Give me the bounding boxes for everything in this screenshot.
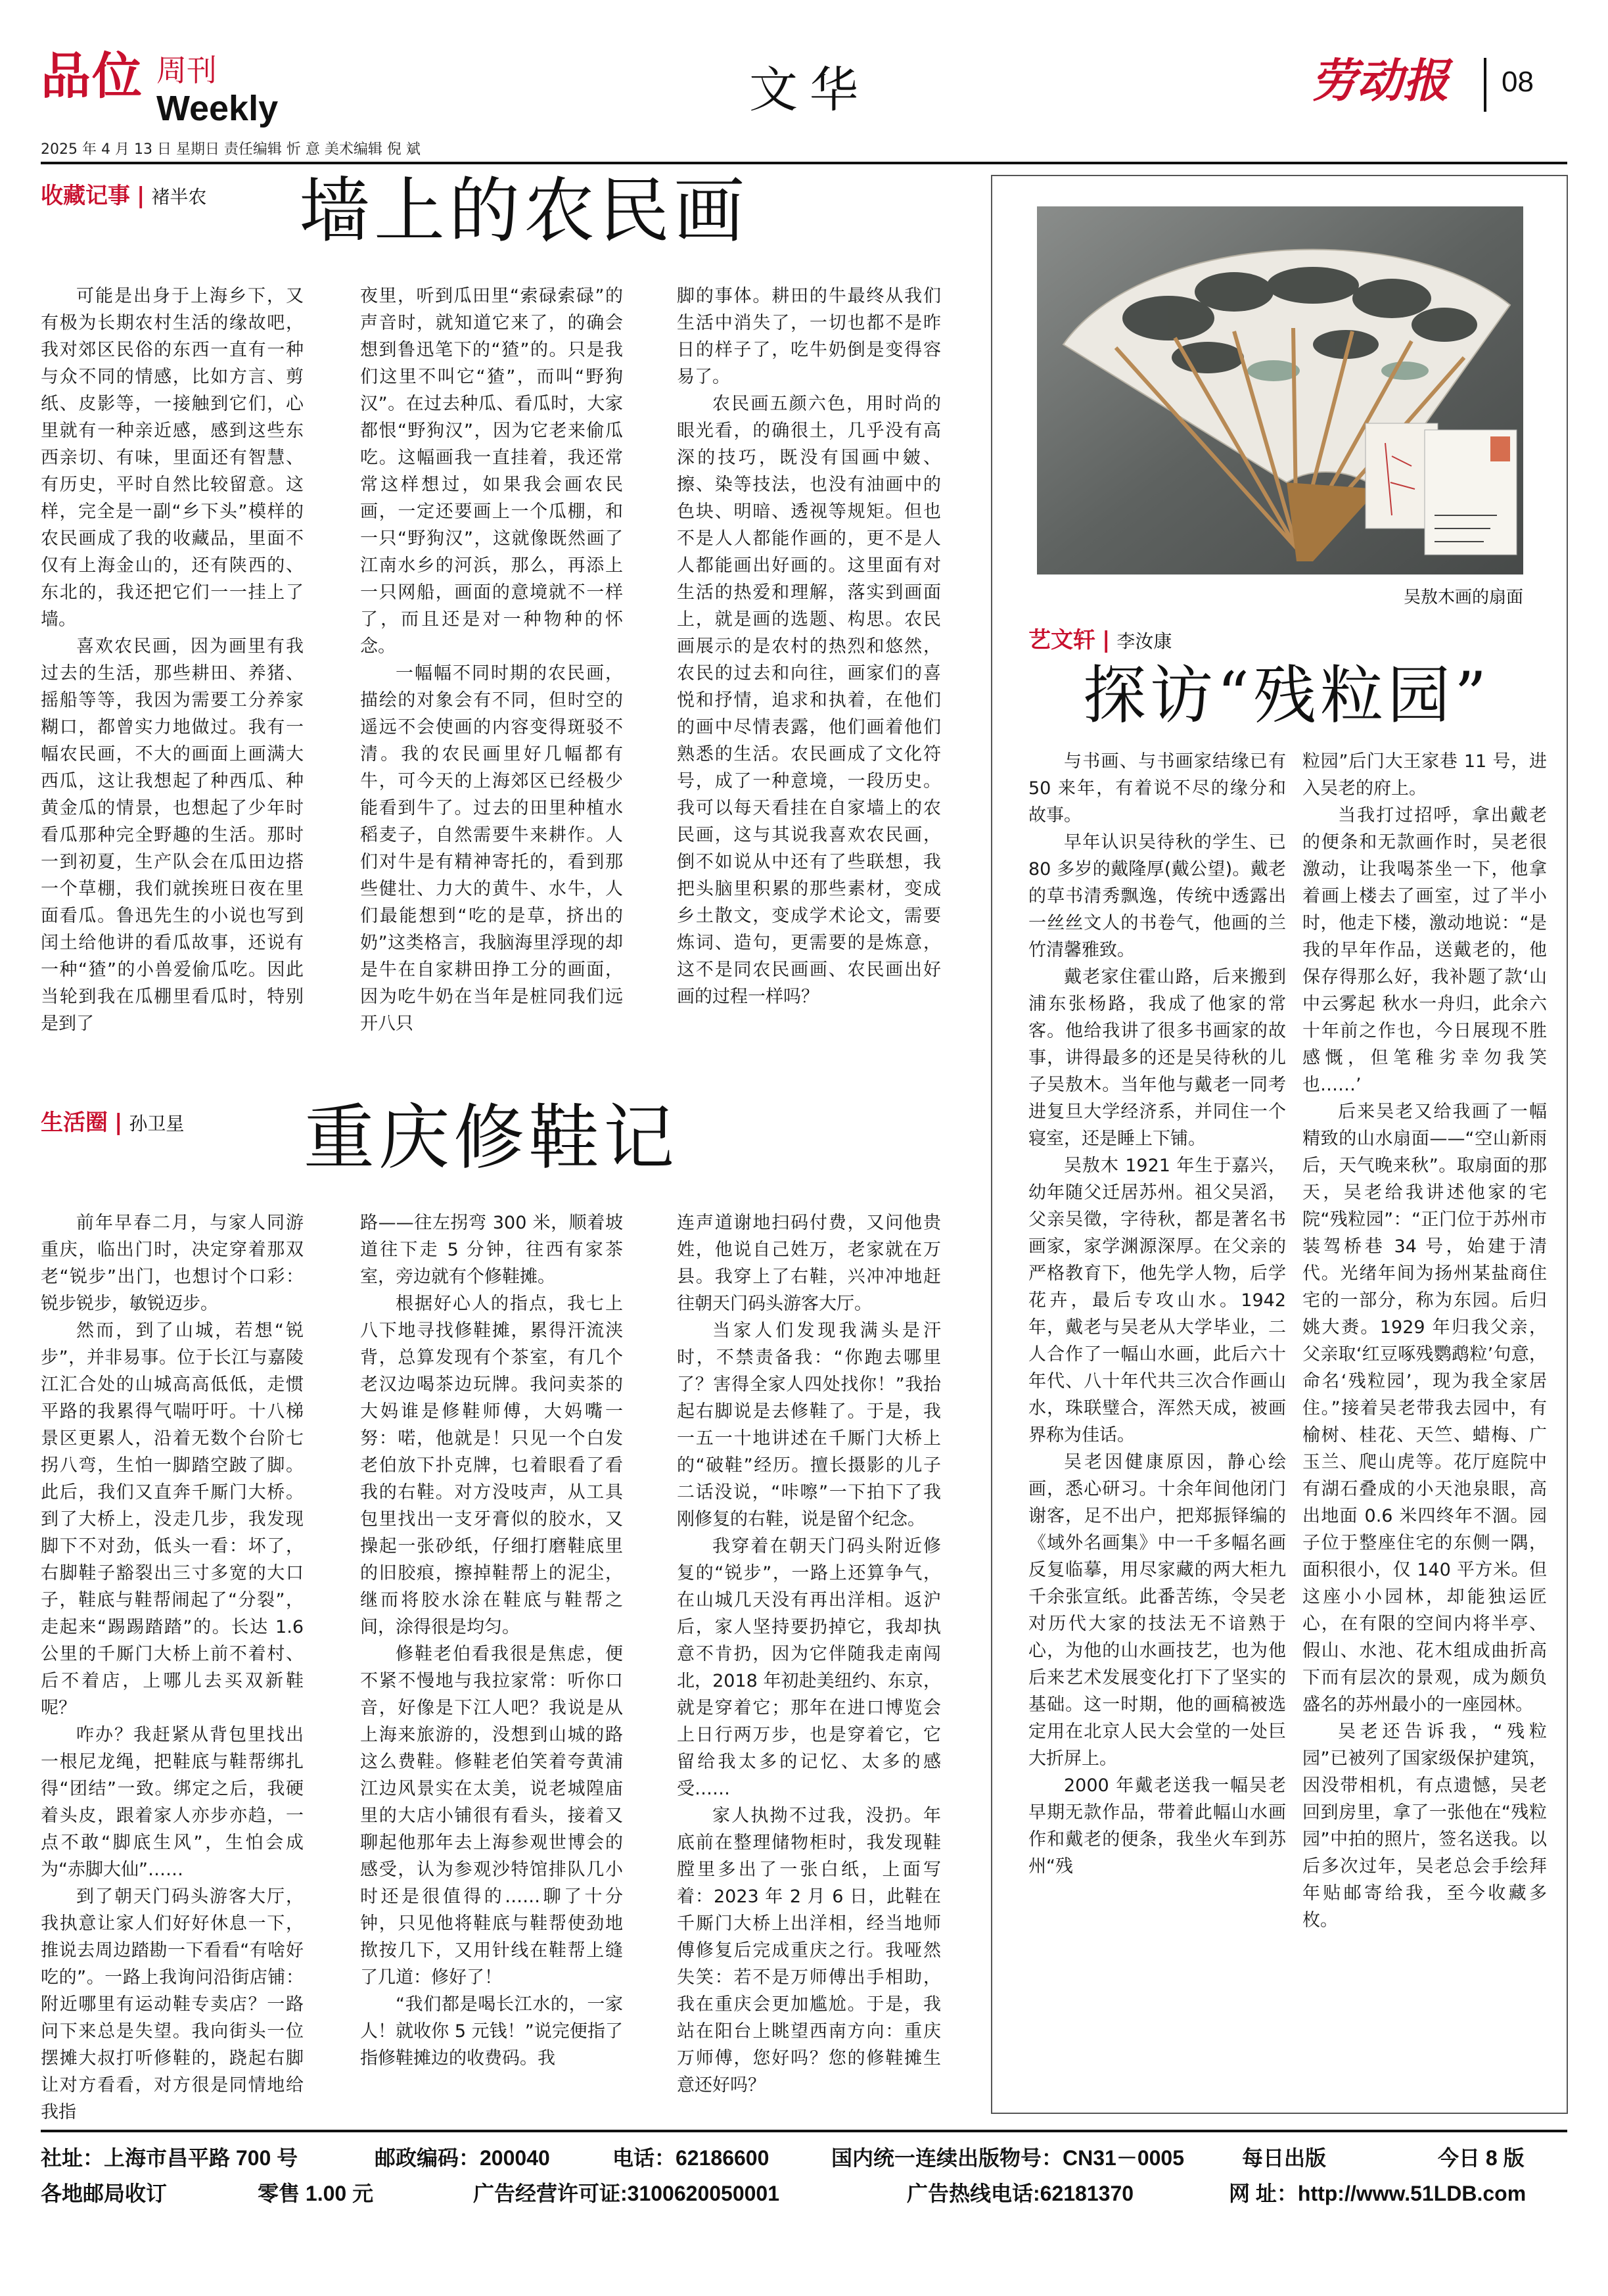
page-number-divider bbox=[1484, 58, 1486, 112]
article3-headline: 探访“残粒园” bbox=[1083, 659, 1491, 732]
paragraph: 路——往左拐弯 300 米，顺着坡道往下走 5 分钟，往西有家茶室，旁边就有个修鞋摊。 bbox=[360, 1213, 623, 1287]
folding-fan-illustration bbox=[1037, 206, 1523, 574]
paragraph: 戴老家住霍山路，后来搬到浦东张杨路，我成了他家的常客。他给我讲了很多书画家的故事，讲得最多的还是吴待秋的儿子吴敖木。当年他与戴老一同考进复旦大学经济系，并同住一个寝室，还是睡上下铺。 bbox=[1028, 967, 1286, 1149]
article1-column-tag bbox=[41, 177, 206, 210]
footer-pages: 今日 8 版 bbox=[1438, 2146, 1525, 2170]
brand-weekly: Weekly bbox=[156, 89, 279, 128]
column-divider: | bbox=[1102, 627, 1111, 653]
paragraph: 喜欢农民画，因为画里有我过去的生活，那些耕田、养猪、摇船等等，我因为需要工分养家糊口，都曾实力地做过。我有一幅农民画，不大的画面上画满大西瓜，这让我想起了种西瓜、种黄金瓜的情景，也想起了少年时看瓜那种完全野趣的生活。那时一到初夏，生产队会在瓜田边搭一个草棚，我们就挨班日夜在里面看瓜。鲁迅先生的小说也写到闰土给他讲的看瓜故事，还说有一种“猹”的小兽爱偷瓜吃。因此当轮到我在瓜棚里看瓜时，特别是到了 bbox=[41, 636, 304, 1034]
section-title: 文华 bbox=[749, 62, 870, 118]
page-number: 08 bbox=[1502, 66, 1534, 98]
paragraph: 根据好心人的指点，我七上八下地寻找修鞋摊，累得汗流浃背，总算发现有个茶室，有几个老汉边喝茶边玩牌。我问卖茶的大妈谁是修鞋师傅，大妈嘴一努：喏，他就是！只见一个白发老伯放下扑克牌，乜着眼看了看我的右鞋。对方没吱声，从工具包里找出一支牙膏似的胶水，又操起一张砂纸，仔细打磨鞋底里的旧胶痕，擦掉鞋帮上的泥尘，继而将胶水涂在鞋底与鞋帮之间，涂得很是均匀。 bbox=[360, 1294, 623, 1637]
footer-issn: 国内统一连续出版物号：CN31－0005 bbox=[831, 2146, 1185, 2170]
paragraph: 前年早春二月，与家人同游重庆，临出门时，决定穿着那双老“锐步”出门，也想讨个口彩：锐步锐步，敏锐迈步。 bbox=[41, 1213, 304, 1314]
article2-headline: 重庆修鞋记 bbox=[304, 1097, 679, 1179]
paragraph: 早年认识吴待秋的学生、已 80 多岁的戴隆厚(戴公望)。戴老的草书清秀飘逸，传统中透露出一丝丝文人的书卷气，他画的兰竹清馨雅致。 bbox=[1028, 832, 1286, 960]
paragraph: 到了朝天门码头游客大厅，我执意让家人们好好休息一下，推说去周边踏勘一下看看“有啥好吃的”。一路上我询问沿街店铺：附近哪里有运动鞋专卖店？一路问下来总是失望。我向街头一位摆摊大叔打听修鞋的，跷起右脚让对方看看，对方很是同情地给我指 bbox=[41, 1886, 304, 2122]
article2-column-tag bbox=[41, 1104, 184, 1136]
author-name: 李汝康 bbox=[1116, 630, 1172, 652]
footer-phone: 电话：62186600 bbox=[612, 2146, 770, 2170]
paragraph: 2000 年戴老送我一幅吴老早期无款作品，带着此幅山水画作和戴老的便条，我坐火车到苏州“残 bbox=[1028, 1775, 1286, 1877]
footer-price: 零售 1.00 元 bbox=[258, 2182, 374, 2205]
paragraph: 当我打过招呼，拿出戴老的便条和无款画作时，吴老很激动，让我喝茶坐一下，他拿着画上楼去了画室，过了半小时，他走下楼，激动地说：“是我的早年作品，送戴老的，他保存得那么好，我补题了款‘山中云雾起 秋水一舟归，此余六十年前之作也，今日展现不胜感慨，但笔稚劣幸勿我笑也……’ bbox=[1302, 805, 1547, 1095]
column-name: 生活圈 bbox=[41, 1110, 108, 1136]
column-name: 艺文轩 bbox=[1028, 627, 1095, 653]
article2-column-1 bbox=[41, 1209, 304, 2126]
paragraph: 可能是出身于上海乡下，又有极为长期农村生活的缘故吧，我对郊区民俗的东西一直有一种与众不同的情感，比如方言、剪纸、皮影等，一接触到它们，心里就有一种亲近感，感到这些东西亲切、有味，里面还有智慧、有历史，平时自然比较留意。这样，完全是一副“乡下头”模样的农民画成了我的收藏品，里面不仅有上海金山的，还有陕西的、东北的，我还把它们一一挂上了墙。 bbox=[41, 286, 304, 630]
article1-headline: 墙上的农民画 bbox=[299, 170, 749, 252]
photo-caption: 吴敖木画的扇面 bbox=[1403, 588, 1523, 607]
paragraph: 后来吴老又给我画了一幅精致的山水扇面——“空山新雨后，天气晚来秋”。取扇面的那天，吴老给我讲述他家的宅院“残粒园”：“正门位于苏州市装驾桥巷 34 号，始建于清代。光绪年间为扬州某盐商住宅的一部分，称为东园。后归姚大赉。1929 年归我父亲，父亲取‘红豆啄残鹦鹉粒’句意，命名‘残粒园’，现为我全家居住。”接着吴老带我去园中，有榆树、桂花、天竺、蜡梅、广玉兰、爬山虎等。花厅庭院中有湖石叠成的小天池泉眼，高出地面 0.6 米四终年不涸。园子位于整座住宅的东侧一隅，面积很小，仅 140 平方米。但这座小小园林，却能独运匠心，在有限的空间内将半亭、假山、水池、花木组成曲折高下而有层次的景观，成为颇负盛名的苏州最小的一座园林。 bbox=[1302, 1102, 1547, 1715]
paragraph: 家人执拗不过我，没扔。年底前在整理储物柜时，我发现鞋膛里多出了一张白纸，上面写着：2023 年 2 月 6 日，此鞋在千厮门大桥上出洋相，经当地师傅修复后完成重庆之行。我哑然失笑：若不是万师傅出手相助，我在重庆会更加尴尬。于是，我站在阳台上眺望西南方向：重庆万师傅，您好吗？您的修鞋摊生意还好吗？ bbox=[677, 1806, 941, 2096]
footer-address: 社址：上海市昌平路 700 号 bbox=[41, 2146, 298, 2170]
author-name: 孙卫星 bbox=[129, 1113, 185, 1135]
paragraph: 一幅幅不同时期的农民画，描绘的对象会有不同，但时空的遥远不会使画的内容变得斑驳不清。我的农民画里好几幅都有牛，可今天的上海郊区已经极少能看到牛了。过去的田里种植水稻麦子，自然需要牛来耕作。人们对牛是有精神寄托的，看到那些健壮、力大的黄牛、水牛，人们最能想到“吃的是草，挤出的奶”这类格言，我脑海里浮现的却是牛在自家耕田挣工分的画面，因为吃牛奶在当年是桩同我们远开八只 bbox=[360, 663, 623, 1034]
article3-column-1 bbox=[1028, 748, 1286, 1880]
paragraph: 吴老还告诉我，“残粒园”已被列了国家级保护建筑，因没带相机，有点遗憾，吴老回到房里，拿了一张他在“残粒园”中拍的照片，签名送我。以后多次过年，吴老总会手绘拜年贴邮寄给我，至今收藏多枚。 bbox=[1302, 1722, 1547, 1931]
paragraph: 当家人们发现我满头是汗时，不禁责备我：“你跑去哪里了？害得全家人四处找你！”我抬起右脚说是去修鞋了。于是，我一五一十地讲述在千厮门大桥上的“破鞋”经历。擅长摄影的儿子二话没说，“咔嚓”一下拍下了我刚修复的右鞋，说是留个纪念。 bbox=[677, 1321, 941, 1530]
paragraph: 农民画五颜六色，用时尚的眼光看，的确很土，几乎没有高深的技巧，既没有国画中皴、擦、染等技法，也没有油画中的色块、明暗、透视等规矩。但也不是人人都能作画的，更不是人人都能画出好画的。这里面有对生活的热爱和理解，落实到画面上，就是画的选题、构思。农民画展示的是农村的热烈和悠然，农民的过去和向往，画家们的喜悦和抒情，追求和执着，在他们的画中尽情表露，他们画着他们熟悉的生活。农民画成了文化符号，成了一种意境，一段历史。我可以每天看挂在自家墙上的农民画，这与其说我喜欢农民画，倒不如说从中还有了些联想，我把头脑里积累的那些素材，变成乡土散文，变成学术论文，需要炼词、造句，更需要的是炼意，这不是同农民画画、农民画出好画的过程一样吗？ bbox=[677, 394, 941, 1007]
column-divider: | bbox=[137, 183, 145, 209]
footer-ad-license: 广告经营许可证:3100620050001 bbox=[473, 2182, 780, 2205]
article3-column-tag bbox=[1028, 622, 1172, 654]
article1-column-3 bbox=[677, 283, 941, 1010]
paragraph: “我们都是喝长江水的，一家人！就收你 5 元钱！”说完便指了指修鞋摊边的收费码。我 bbox=[360, 1994, 623, 2069]
paragraph: 与书画、与书画家结缘已有 50 来年，有着说不尽的缘分和故事。 bbox=[1028, 751, 1286, 826]
paragraph: 粒园”后门大王家巷 11 号，进入吴老的府上。 bbox=[1302, 751, 1547, 799]
footer-ad-hotline: 广告热线电话:62181370 bbox=[907, 2182, 1134, 2205]
column-name: 收藏记事 bbox=[41, 183, 130, 209]
footer-website[interactable]: 网 址：http://www.51LDB.com bbox=[1229, 2182, 1527, 2205]
article2-column-2 bbox=[360, 1209, 623, 2072]
paragraph: 修鞋老伯看我很是焦虑，便不紧不慢地与我拉家常：听你口音，好像是下江人吧？我说是从上海来旅游的，没想到山城的路这么费鞋。修鞋老伯笑着夸黄浦江边风景实在太美，说老城隍庙里的大店小铺很有看头，接着又聊起他那年去上海参观世博会的感受，认为参观沙特馆排队几小时还是很值得的……聊了十分钟，只见他将鞋底与鞋帮使劲地揿按几下，又用针线在鞋帮上缝了几道：修好了！ bbox=[360, 1644, 623, 1988]
footer-frequency: 每日出版 bbox=[1242, 2146, 1327, 2170]
paper-logo: 劳动报 bbox=[1311, 53, 1449, 108]
paragraph: 咋办？我赶紧从背包里找出一根尼龙绳，把鞋底与鞋帮绑扎得“团结”一致。绑定之后，我硬着头皮，跟着家人亦步亦趋，一点不敢“脚底生风”，生怕会成为“赤脚大仙”…… bbox=[41, 1725, 304, 1880]
article1-column-2 bbox=[360, 283, 623, 1037]
paragraph: 我穿着在朝天门码头附近修复的“锐步”，一路上还算争气，在山城几天没有再出洋相。返沪后，家人坚持要扔掉它，我却执意不肯扔，因为它伴随我走南闯北，2018 年初赴美纽约、东京，就是穿着它；那年在进口博览会上日行两万步，也是穿着它，它留给我太多的记忆、太多的感受…… bbox=[677, 1536, 941, 1799]
paragraph: 连声道谢地扫码付费，又问他贵姓，他说自己姓万，老家就在万县。我穿上了右鞋，兴冲冲地赶往朝天门码头游客大厅。 bbox=[677, 1213, 941, 1314]
masthead-rule bbox=[41, 162, 1567, 164]
footer-subscribe: 各地邮局收订 bbox=[41, 2182, 168, 2205]
footer-postcode: 邮政编码：200040 bbox=[375, 2146, 550, 2170]
brand-logo-cn: 品位 bbox=[41, 47, 143, 105]
author-name: 褚半农 bbox=[151, 186, 207, 208]
issue-info: 2025 年 4 月 13 日 星期日 责任编辑 忻 意 美术编辑 倪 斌 bbox=[41, 141, 421, 158]
article1-column-1 bbox=[41, 283, 304, 1037]
paragraph: 吴敖木 1921 年生于嘉兴，幼年随父迁居苏州。祖父吴滔，父亲吴徵，字待秋，都是著名书画家，家学渊源深厚。在父亲的严格教育下，他先学人物，后学花卉，最后专攻山水。1942 年，戴老与吴老从大学毕业，二人合作了一幅山水画，此后六十年代、八十年代共三次合作画山水，珠联璧合，浑然天成，被画界称为佳话。 bbox=[1028, 1156, 1286, 1445]
brand-zhoukan: 周刊 bbox=[156, 53, 217, 88]
paragraph: 吴老因健康原因，静心绘画，悉心研习。十余年间他闭门谢客，足不出户，把郑振铎编的《域外名画集》中一千多幅名画反复临摹，用尽家藏的两大柜九千余张宣纸。此番苦练，令吴老对历代大家的技法无不谙熟于心，为他的山水画技艺，也为他后来艺术发展变化打下了坚实的基础。这一时期，他的画稿被选定用在北京人民大会堂的一处巨大折屏上。 bbox=[1028, 1452, 1286, 1769]
fan-painting-photo bbox=[1037, 206, 1523, 574]
paragraph: 夜里，听到瓜田里“索碌索碌”的声音时，就知道它来了，的确会想到鲁迅笔下的“猹”的。只是我们这里不叫它“猹”，而叫“野狗汉”。在过去种瓜、看瓜时，大家都恨“野狗汉”，因为它老来偷瓜吃。这幅画我一直挂着，我还常常这样想过，如果我会画农民画，一定还要画上一个瓜棚，和一只“野狗汉”，这就像既然画了江南水乡的河浜，那么，再添上一只网船，画面的意境就不一样了，而且还是对一种物种的怀念。 bbox=[360, 286, 623, 657]
article2-column-3 bbox=[677, 1209, 941, 2099]
column-divider: | bbox=[114, 1110, 123, 1136]
footer-rule bbox=[41, 2130, 1567, 2132]
paragraph: 然而，到了山城，若想“锐步”，并非易事。位于长江与嘉陵江汇合处的山城高高低低，走惯平路的我累得气喘吁吁。十八梯景区更累人，沿着无数个台阶七拐八弯，生怕一脚踏空跛了脚。此后，我们又直奔千厮门大桥。到了大桥上，没走几步，我发现脚下不对劲，低头一看：坏了，右脚鞋子豁裂出三寸多宽的大口子，鞋底与鞋帮闹起了“分裂”，走起来“踢踢踏踏”的。长达 1.6 公里的千厮门大桥上前不着村、后不着店，上哪儿去买双新鞋呢？ bbox=[41, 1321, 304, 1718]
article3-column-2 bbox=[1302, 748, 1547, 1934]
paragraph: 脚的事体。耕田的牛最终从我们生活中消失了，一切也都不是昨日的样子了，吃牛奶倒是变得容易了。 bbox=[677, 286, 941, 387]
